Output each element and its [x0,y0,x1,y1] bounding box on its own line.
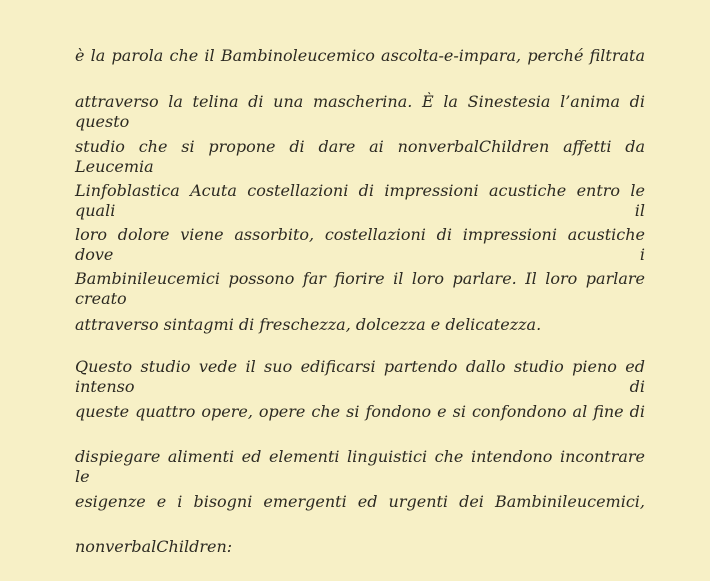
text-line: esigenze e i bisogni emergenti ed urgenti dei Bambinileucemici, [75,492,645,511]
text-line: studio che si propone di dare ai nonverbalChildren affetti da Leucemia [75,137,645,176]
text-line: attraverso la telina di una mascherina. È la Sinestesia l’anima di questo [75,92,645,131]
text-line: Bambinileucemici possono far fiorire il loro parlare. Il loro parlare creato [75,269,645,308]
text-line: nonverbalChildren: [75,537,233,556]
text-line: attraverso sintagmi di freschezza, dolcezza e delicatezza. [75,315,542,334]
text-line: Questo studio vede il suo edificarsi partendo dallo studio pieno ed intenso di [75,357,645,396]
text-line: dispiegare alimenti ed elementi linguistici che intendono incontrare le [75,447,645,486]
text-line: queste quattro opere, opere che si fondono e si confondono al fine di [75,402,645,421]
text-line: è la parola che il Bambinoleucemico ascolta-e-impara, perché filtrata [75,46,645,65]
text-line: loro dolore viene assorbito, costellazioni di impressioni acustiche dove i [75,225,645,264]
text-line: Linfoblastica Acuta costellazioni di impressioni acustiche entro le quali il [75,181,645,220]
